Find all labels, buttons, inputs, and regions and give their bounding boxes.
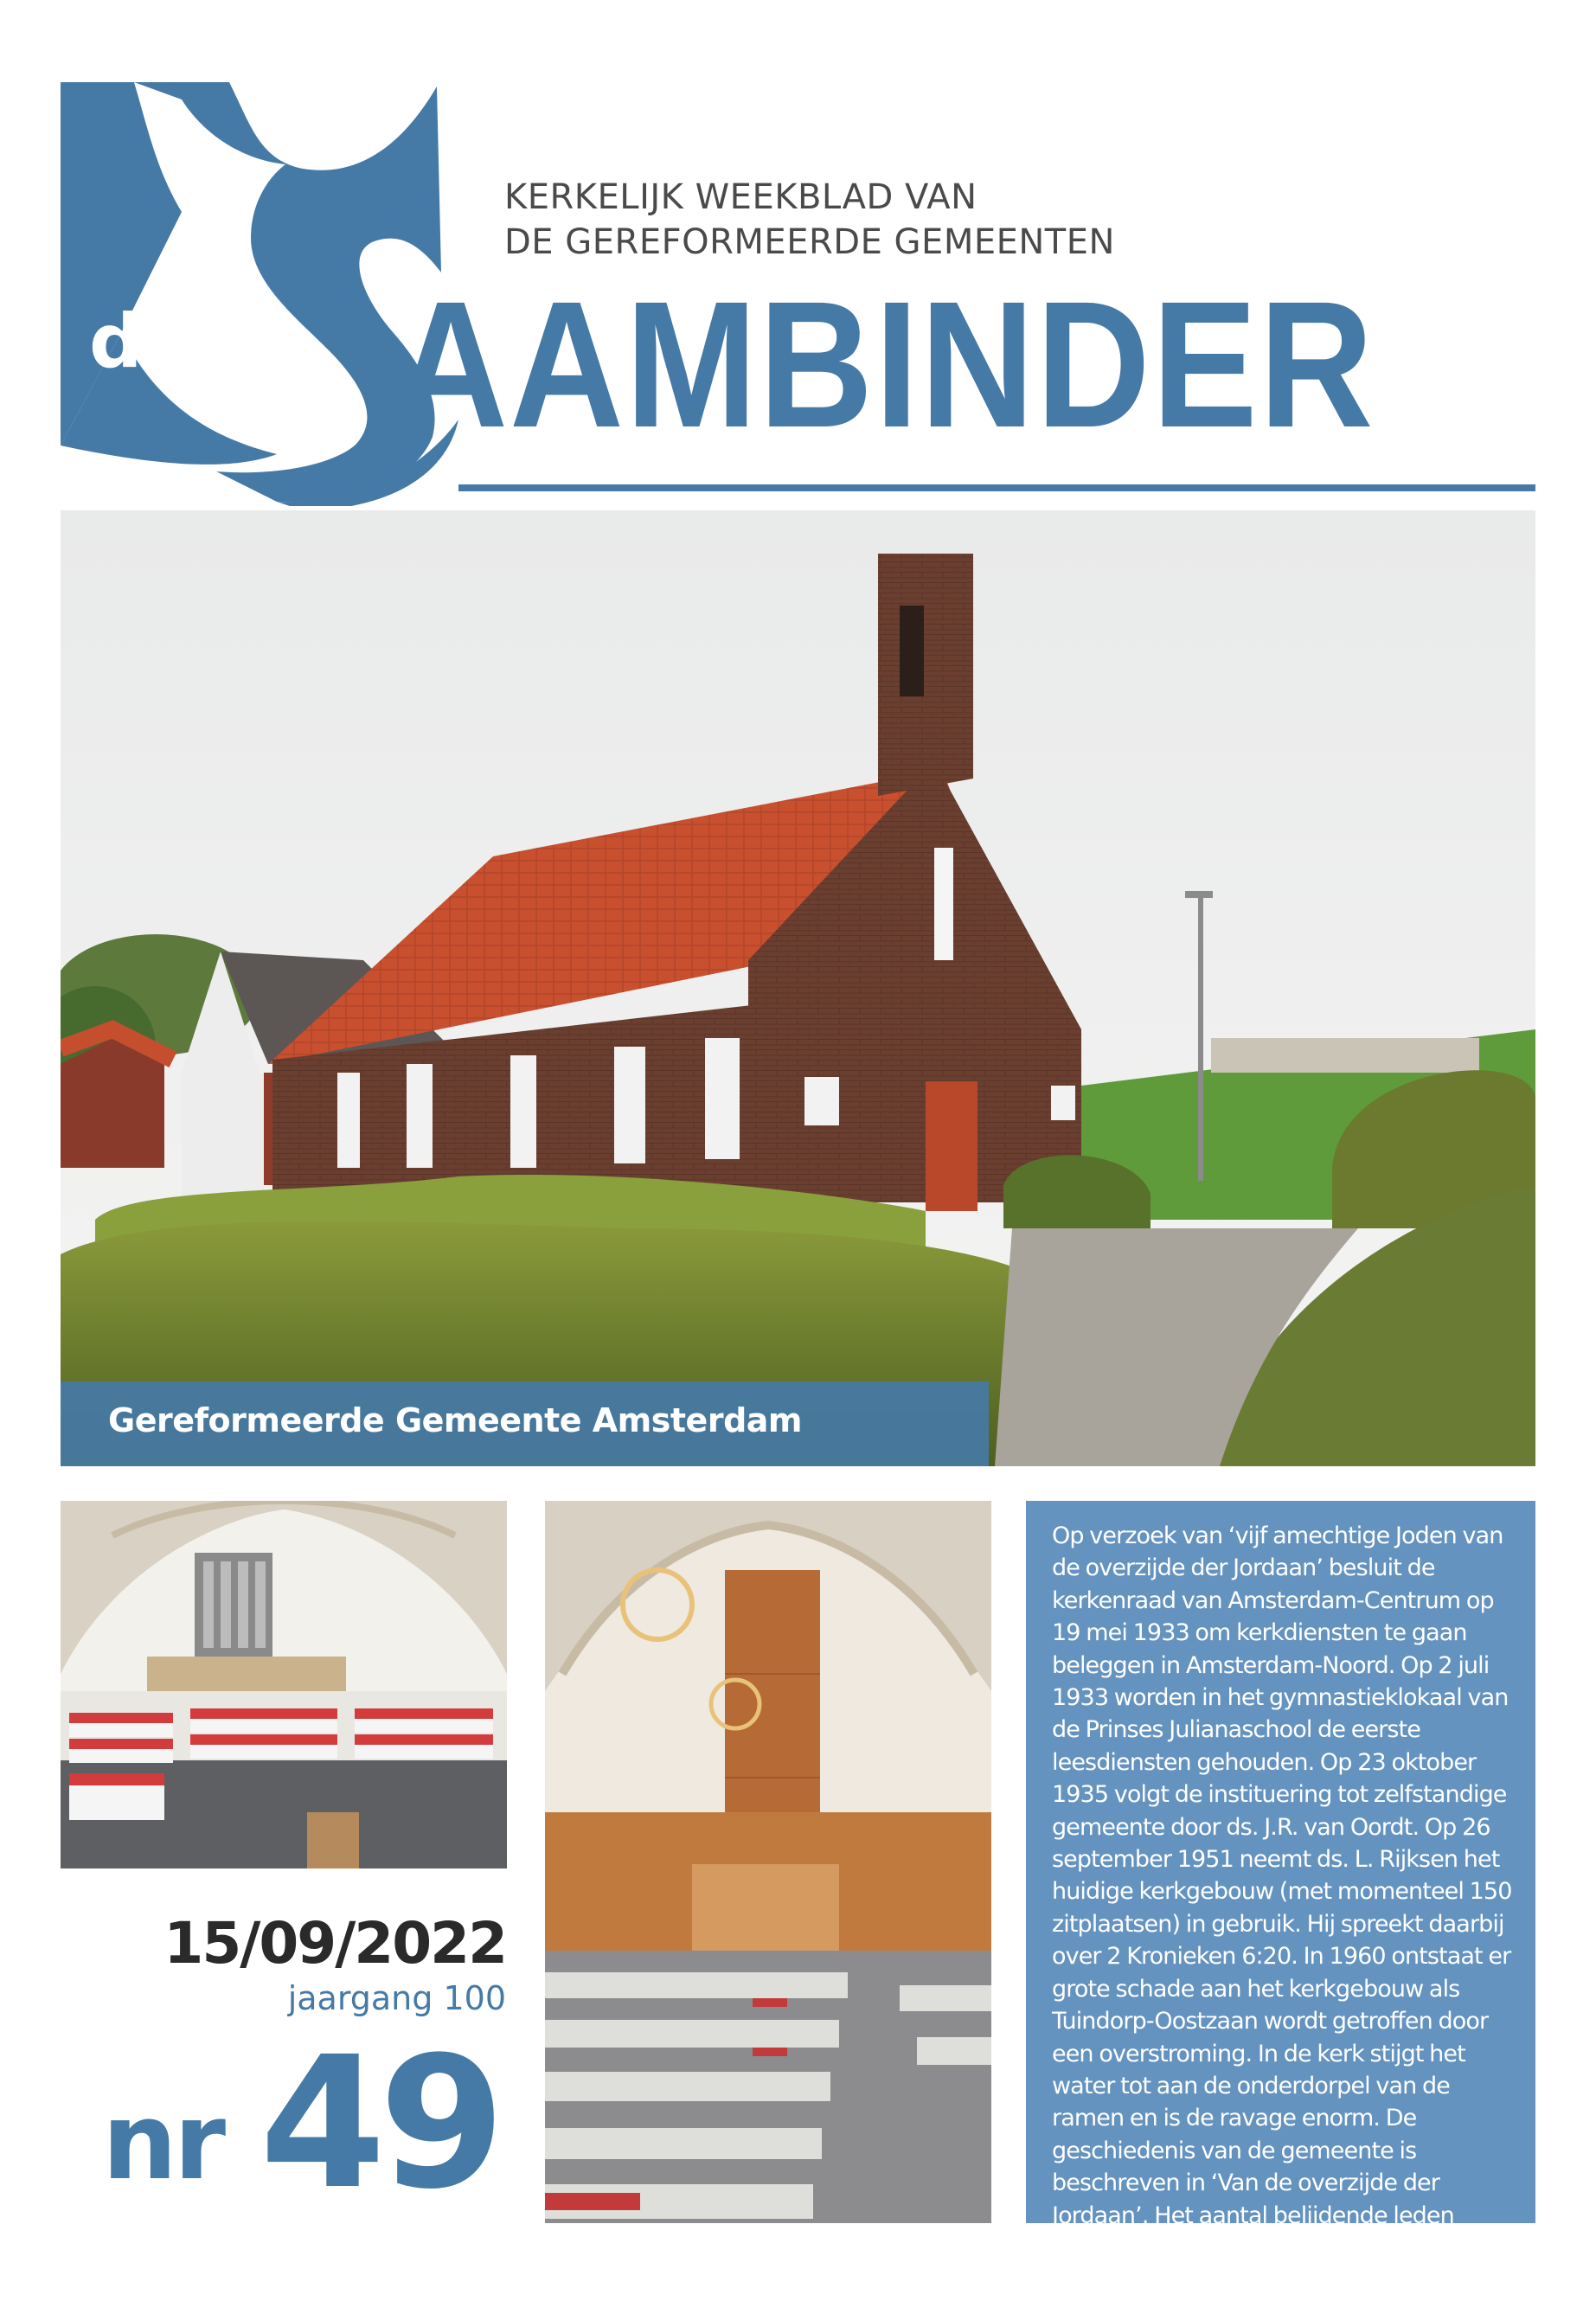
photo-church-interior-organ: [61, 1501, 507, 1868]
issue-volume: jaargang 100: [287, 1979, 506, 2017]
hero-photo-church-exterior: [61, 510, 1535, 1466]
tagline: [504, 175, 1115, 265]
masthead: [0, 0, 1596, 510]
story-text: Op verzoek van ‘vijf amechtige Joden van de overzijde der Jordaan’ besluit de kerkenraad van Amsterdam-Centrum op 19 mei 1933 om kerkdiensten te gaan beleggen in Amsterdam-Noord. Op 2 juli 1933 worden in het gymnastieklokaal van de Prinses Julianaschool de eerste leesdiensten gehouden. Op 23 oktober 1935 volgt de instituering tot zelfstandige gemeente door ds. J.R. van Oordt. Op 26 september 1951 neemt ds. L. Rijksen het huidige kerkgebouw (met momenteel 150 zitplaatsen) in gebruik. Hij spreekt daarbij over 2 Kronieken 6:20. In 1960 ontstaat er grote schade aan het kerkgebouw als Tuindorp-Oostzaan wordt getroffen door een overstroming. In de kerk stijgt het water tot aan de onderdorpel van de ramen en is de ravage enorm. De geschiedenis van de gemeente is beschreven in ‘Van de overzijde der Jordaan’. Het aantal belijdende leden bedraagt 55, het aantal doopleden 37.: [1052, 1522, 1512, 2261]
issue-date: 15/09/2022: [163, 1910, 506, 1977]
title-underline: [458, 484, 1535, 491]
title-wordmark: AAMBINDER: [394, 265, 1375, 465]
photo-church-interior-pulpit: [545, 1501, 991, 2223]
issue-number: 49: [260, 2017, 499, 2229]
tagline-line-2: DE GEREFORMEERDE GEMEENTEN: [504, 222, 1115, 262]
tagline-line-1: KERKELIJK WEEKBLAD VAN: [504, 177, 977, 217]
issue-number-label: nr: [102, 2080, 223, 2203]
title-prefix: de: [89, 298, 189, 385]
hero-caption: Gereformeerde Gemeente Amsterdam: [108, 1401, 803, 1439]
